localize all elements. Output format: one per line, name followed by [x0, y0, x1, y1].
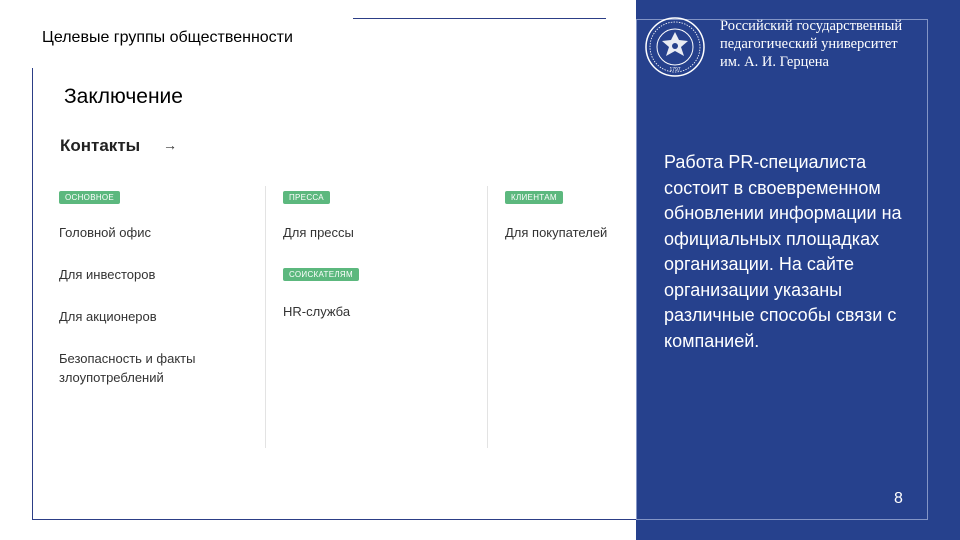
seal-year: 1797 [669, 67, 681, 73]
bottom-rule [32, 519, 636, 520]
slide-header-title: Целевые группы общественности [42, 29, 293, 46]
blue-info-panel [636, 0, 960, 540]
column-divider [487, 186, 488, 448]
tag-press: ПРЕССА [283, 191, 330, 204]
university-seal-icon [644, 16, 706, 78]
tag-clients: КЛИЕНТАМ [505, 191, 563, 204]
top-rule [353, 18, 606, 19]
university-name [720, 17, 940, 71]
link-customers[interactable]: Для покупателей [505, 225, 608, 240]
column-divider [265, 186, 266, 448]
link-press[interactable]: Для прессы [283, 225, 354, 240]
university-name-line: им. А. И. Герцена [720, 54, 829, 70]
left-rule [32, 68, 33, 520]
contacts-heading[interactable]: Контакты [60, 136, 141, 155]
university-name-line: Российский государственный [720, 18, 903, 34]
link-shareholders[interactable]: Для акционеров [59, 309, 157, 324]
link-head-office[interactable]: Головной офис [59, 225, 151, 240]
university-name-line: педагогический университет [720, 36, 898, 52]
panel-body-text: Работа PR-специалиста состоит в своевременном обновлении информации на официальных площадках организации. На сайте организации указаны различные способы связи с компанией. [664, 152, 902, 351]
page-number: 8 [894, 490, 903, 507]
tag-main: ОСНОВНОЕ [59, 191, 120, 204]
tag-applicants: СОИСКАТЕЛЯМ [283, 268, 359, 281]
link-investors[interactable]: Для инвесторов [59, 267, 156, 282]
arrow-right-icon[interactable]: → [163, 137, 177, 153]
slide-section-title: Заключение [64, 85, 183, 108]
link-security-abuse[interactable]: Безопасность и факты злоупотреблений [59, 351, 196, 385]
link-hr-service[interactable]: HR-служба [283, 304, 351, 319]
